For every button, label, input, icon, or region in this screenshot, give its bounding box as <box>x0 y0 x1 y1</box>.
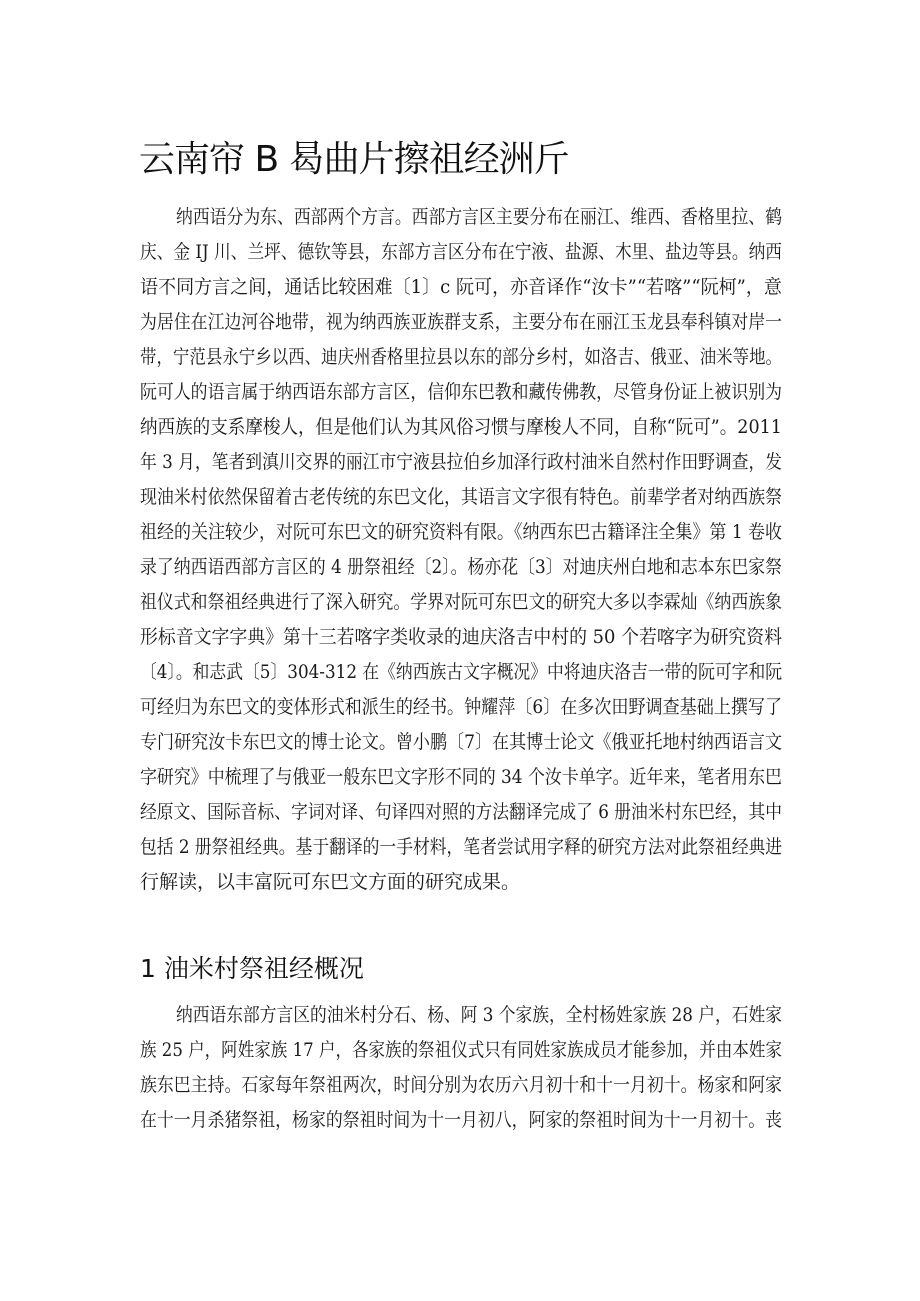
paragraph-line: 经原文、国际音标、字词对译、句译四对照的方法翻译完成了 6 册油米村东巴经，其中 <box>140 801 783 823</box>
paragraph-line: 在十一月杀猪祭祖，杨家的祭祖时间为十一月初八，阿家的祭祖时间为十一月初十。丧 <box>140 1109 783 1131</box>
section-heading: 1 油米村祭祖经概况 <box>140 954 364 983</box>
paragraph-line: 专门研究汝卡东巴文的博士论文。曾小鹏〔7〕在其博士论文《俄亚托地村纳西语言文 <box>140 731 783 753</box>
paragraph-line: 现油米村依然保留着古老传统的东巴文化，其语言文字很有特色。前辈学者对纳西族祭 <box>140 486 783 508</box>
paragraph-line: 行解读，以丰富阮可东巴文方面的研究成果。 <box>140 871 521 893</box>
paragraph-line: 阮可人的语言属于纳西语东部方言区，信仰东巴教和藏传佛教，尽管身份证上被识别为 <box>140 381 783 403</box>
paragraph-line: 族东巴主持。石家每年祭祖两次，时间分别为农历六月初十和十一月初十。杨家和阿家 <box>140 1074 783 1096</box>
paragraph-line: 纳西语分为东、西部两个方言。西部方言区主要分布在丽江、维西、香格里拉、鹤 <box>176 206 782 228</box>
paragraph-line: 可经归为东巴文的变体形式和派生的经书。钟耀萍〔6〕在多次田野调查基础上撰写了 <box>140 696 783 718</box>
paragraph-line: 包括 2 册祭祖经典。基于翻译的一手材料，笔者尝试用字释的研究方法对此祭祖经典进 <box>140 836 783 858</box>
paragraph-line: 字研究》中梳理了与俄亚一般东巴文字形不同的 34 个汝卡单字。近年来，笔者用东巴 <box>140 766 782 788</box>
paragraph-line: 录了纳西语西部方言区的 4 册祭祖经〔2〕。杨亦花〔3〕对迪庆州白地和志本东巴家祭 <box>140 556 782 578</box>
paragraph-line: 纳西语东部方言区的油米村分石、杨、阿 3 个家族，全村杨姓家族 28 户，石姓家 <box>176 1004 782 1026</box>
paragraph-line: 形标音文字字典》第十三若喀字类收录的迪庆洛吉中村的 50 个若喀字为研究资料 <box>140 626 783 648</box>
paragraph-line: 庆、金 IJ 川、兰坪、德钦等县，东部方言区分布在宁液、盐源、木里、盐边等县。纳西 <box>140 241 783 263</box>
paragraph-line: 祖仪式和祭祖经典进行了深入研究。学界对阮可东巴文的研究大多以李霖灿《纳西族象 <box>140 591 783 613</box>
paragraph-line: 〔4〕。和志武〔5〕304-312 在《纳西族古文字概况》中将迪庆洛吉一带的阮可字和阮 <box>140 661 783 683</box>
paragraph-line: 语不同方言之间，通话比较困难〔1〕c 阮可，亦音译作“汝卡”“若喀”“阮柯”，意 <box>140 276 782 298</box>
paragraph-line: 为居住在江边河谷地带，视为纳西族亚族群支系，主要分布在丽江玉龙县奉科镇对岸一 <box>140 311 783 333</box>
paragraph-line: 纳西族的支系摩梭人，但是他们认为其风俗习惯与摩梭人不同，自称“阮可”。2011 <box>140 416 782 438</box>
paragraph-line: 带，宁范县永宁乡以西、迪庆州香格里拉县以东的部分乡村，如洛吉、俄亚、油米等地。 <box>140 346 783 368</box>
paragraph-line: 年 3 月，笔者到滇川交界的丽江市宁液县拉伯乡加泽行政村油米自然村作田野调查，发 <box>140 451 783 473</box>
paragraph-line: 祖经的关注较少，对阮可东巴文的研究资料有限。《纳西东巴古籍译注全集》第 1 卷收 <box>140 521 783 543</box>
document-title: 云南帘 B 曷曲片擦祖经洲斤 <box>139 139 569 180</box>
paragraph-line: 族 25 户，阿姓家族 17 户，各家族的祭祖仪式只有同姓家族成员才能参加，并由本姓家 <box>140 1039 783 1061</box>
